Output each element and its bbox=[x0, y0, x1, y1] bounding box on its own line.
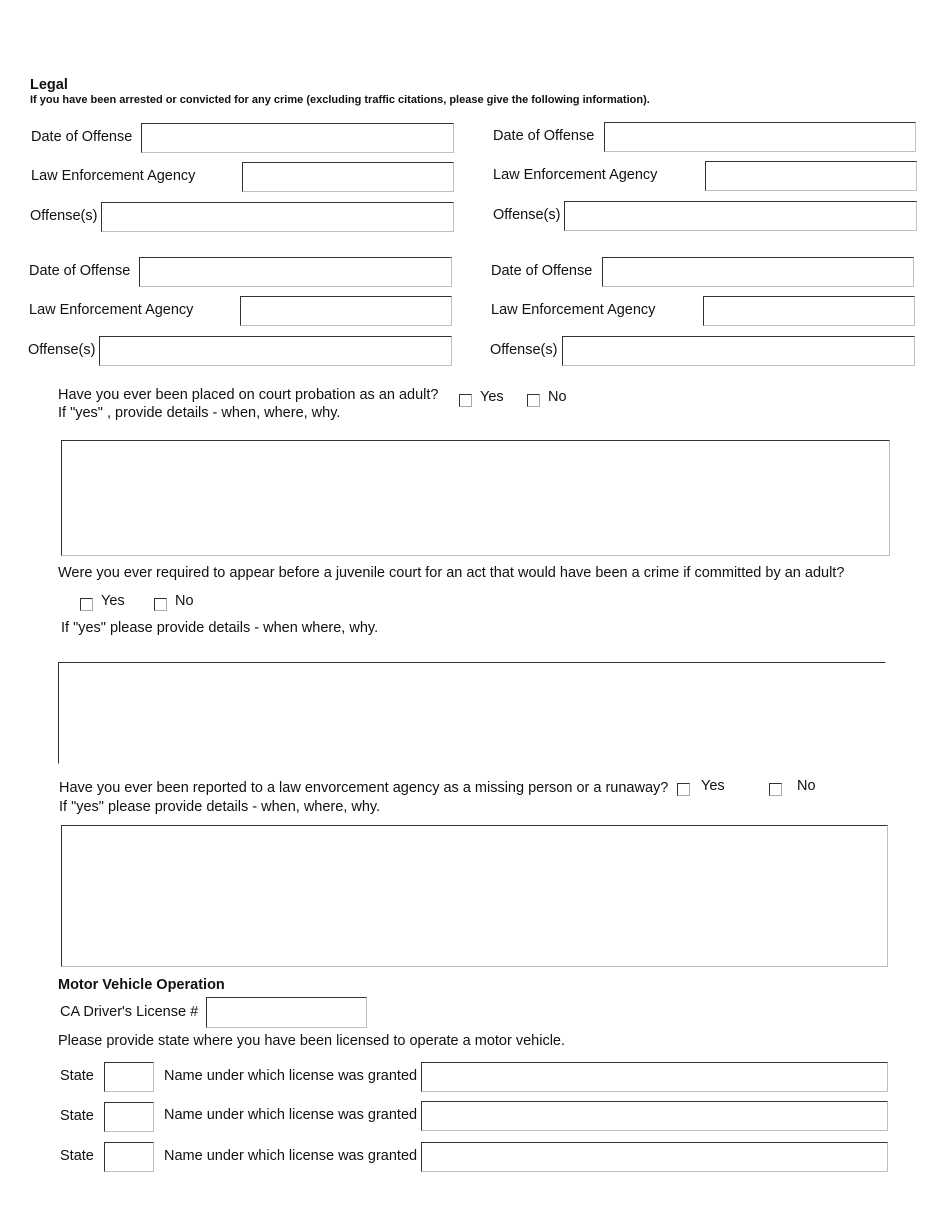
offenses-label: Offense(s) bbox=[493, 207, 561, 223]
offenses-field-1[interactable] bbox=[101, 202, 454, 232]
law-enforcement-agency-field-1[interactable] bbox=[242, 162, 454, 192]
juvenile-details-textarea[interactable] bbox=[58, 662, 886, 764]
date-of-offense-label: Date of Offense bbox=[31, 129, 133, 145]
offenses-field-2[interactable] bbox=[564, 201, 917, 231]
offenses-label: Offense(s) bbox=[30, 208, 98, 224]
probation-yes-checkbox[interactable] bbox=[459, 394, 472, 407]
missing-yes-label: Yes bbox=[701, 778, 725, 794]
law-enforcement-agency-label: Law Enforcement Agency bbox=[491, 302, 656, 318]
date-of-offense-field-2[interactable] bbox=[604, 122, 916, 152]
date-of-offense-label: Date of Offense bbox=[491, 263, 593, 279]
date-of-offense-label: Date of Offense bbox=[29, 263, 131, 279]
state-field-2[interactable] bbox=[104, 1102, 154, 1132]
license-name-field-1[interactable] bbox=[421, 1062, 888, 1092]
date-of-offense-field-1[interactable] bbox=[141, 123, 454, 153]
legal-instructions: If you have been arrested or convicted for any crime (excluding traffic citations, please give the following information). bbox=[30, 94, 650, 106]
missing-details-label: If "yes" please provide details - when, where, why. bbox=[59, 799, 381, 815]
missing-no-label: No bbox=[797, 778, 816, 794]
probation-no-label: No bbox=[548, 389, 567, 405]
state-label: State bbox=[60, 1148, 94, 1164]
juvenile-no-label: No bbox=[175, 593, 194, 609]
probation-yes-label: Yes bbox=[480, 389, 504, 405]
missing-yes-checkbox[interactable] bbox=[677, 783, 690, 796]
offenses-label: Offense(s) bbox=[490, 342, 558, 358]
missing-details-textarea[interactable] bbox=[61, 825, 888, 967]
license-name-label: Name under which license was granted bbox=[164, 1148, 418, 1164]
drivers-license-field[interactable] bbox=[206, 997, 367, 1028]
state-label: State bbox=[60, 1068, 94, 1084]
motor-vehicle-title: Motor Vehicle Operation bbox=[58, 977, 225, 993]
juvenile-no-checkbox[interactable] bbox=[154, 598, 167, 611]
offenses-label: Offense(s) bbox=[28, 342, 96, 358]
state-field-1[interactable] bbox=[104, 1062, 154, 1092]
date-of-offense-field-3[interactable] bbox=[139, 257, 452, 287]
law-enforcement-agency-label: Law Enforcement Agency bbox=[31, 168, 196, 184]
state-label: State bbox=[60, 1108, 94, 1124]
law-enforcement-agency-field-3[interactable] bbox=[240, 296, 452, 326]
probation-no-checkbox[interactable] bbox=[527, 394, 540, 407]
juvenile-question: Were you ever required to appear before a juvenile court for an act that would have been a crime if committed by an adult? bbox=[58, 565, 845, 581]
law-enforcement-agency-field-4[interactable] bbox=[703, 296, 915, 326]
offenses-field-3[interactable] bbox=[99, 336, 452, 366]
juvenile-yes-checkbox[interactable] bbox=[80, 598, 93, 611]
state-field-3[interactable] bbox=[104, 1142, 154, 1172]
offenses-field-4[interactable] bbox=[562, 336, 915, 366]
law-enforcement-agency-field-2[interactable] bbox=[705, 161, 917, 191]
license-name-field-2[interactable] bbox=[421, 1101, 888, 1131]
probation-details-label: If "yes" , provide details - when, where, why. bbox=[58, 405, 341, 421]
motor-instructions: Please provide state where you have been licensed to operate a motor vehicle. bbox=[58, 1033, 566, 1049]
juvenile-yes-label: Yes bbox=[101, 593, 125, 609]
law-enforcement-agency-label: Law Enforcement Agency bbox=[29, 302, 194, 318]
license-name-field-3[interactable] bbox=[421, 1142, 888, 1172]
juvenile-details-label: If "yes" please provide details - when where, why. bbox=[61, 620, 379, 636]
license-name-label: Name under which license was granted bbox=[164, 1107, 418, 1123]
license-name-label: Name under which license was granted bbox=[164, 1068, 418, 1084]
legal-title: Legal bbox=[30, 77, 68, 93]
missing-no-checkbox[interactable] bbox=[769, 783, 782, 796]
drivers-license-label: CA Driver's License # bbox=[60, 1004, 199, 1020]
date-of-offense-field-4[interactable] bbox=[602, 257, 914, 287]
probation-details-textarea[interactable] bbox=[61, 440, 890, 556]
missing-person-question: Have you ever been reported to a law envorcement agency as a missing person or a runaway? bbox=[59, 780, 669, 796]
probation-question: Have you ever been placed on court probation as an adult? bbox=[58, 387, 439, 403]
date-of-offense-label: Date of Offense bbox=[493, 128, 595, 144]
law-enforcement-agency-label: Law Enforcement Agency bbox=[493, 167, 658, 183]
